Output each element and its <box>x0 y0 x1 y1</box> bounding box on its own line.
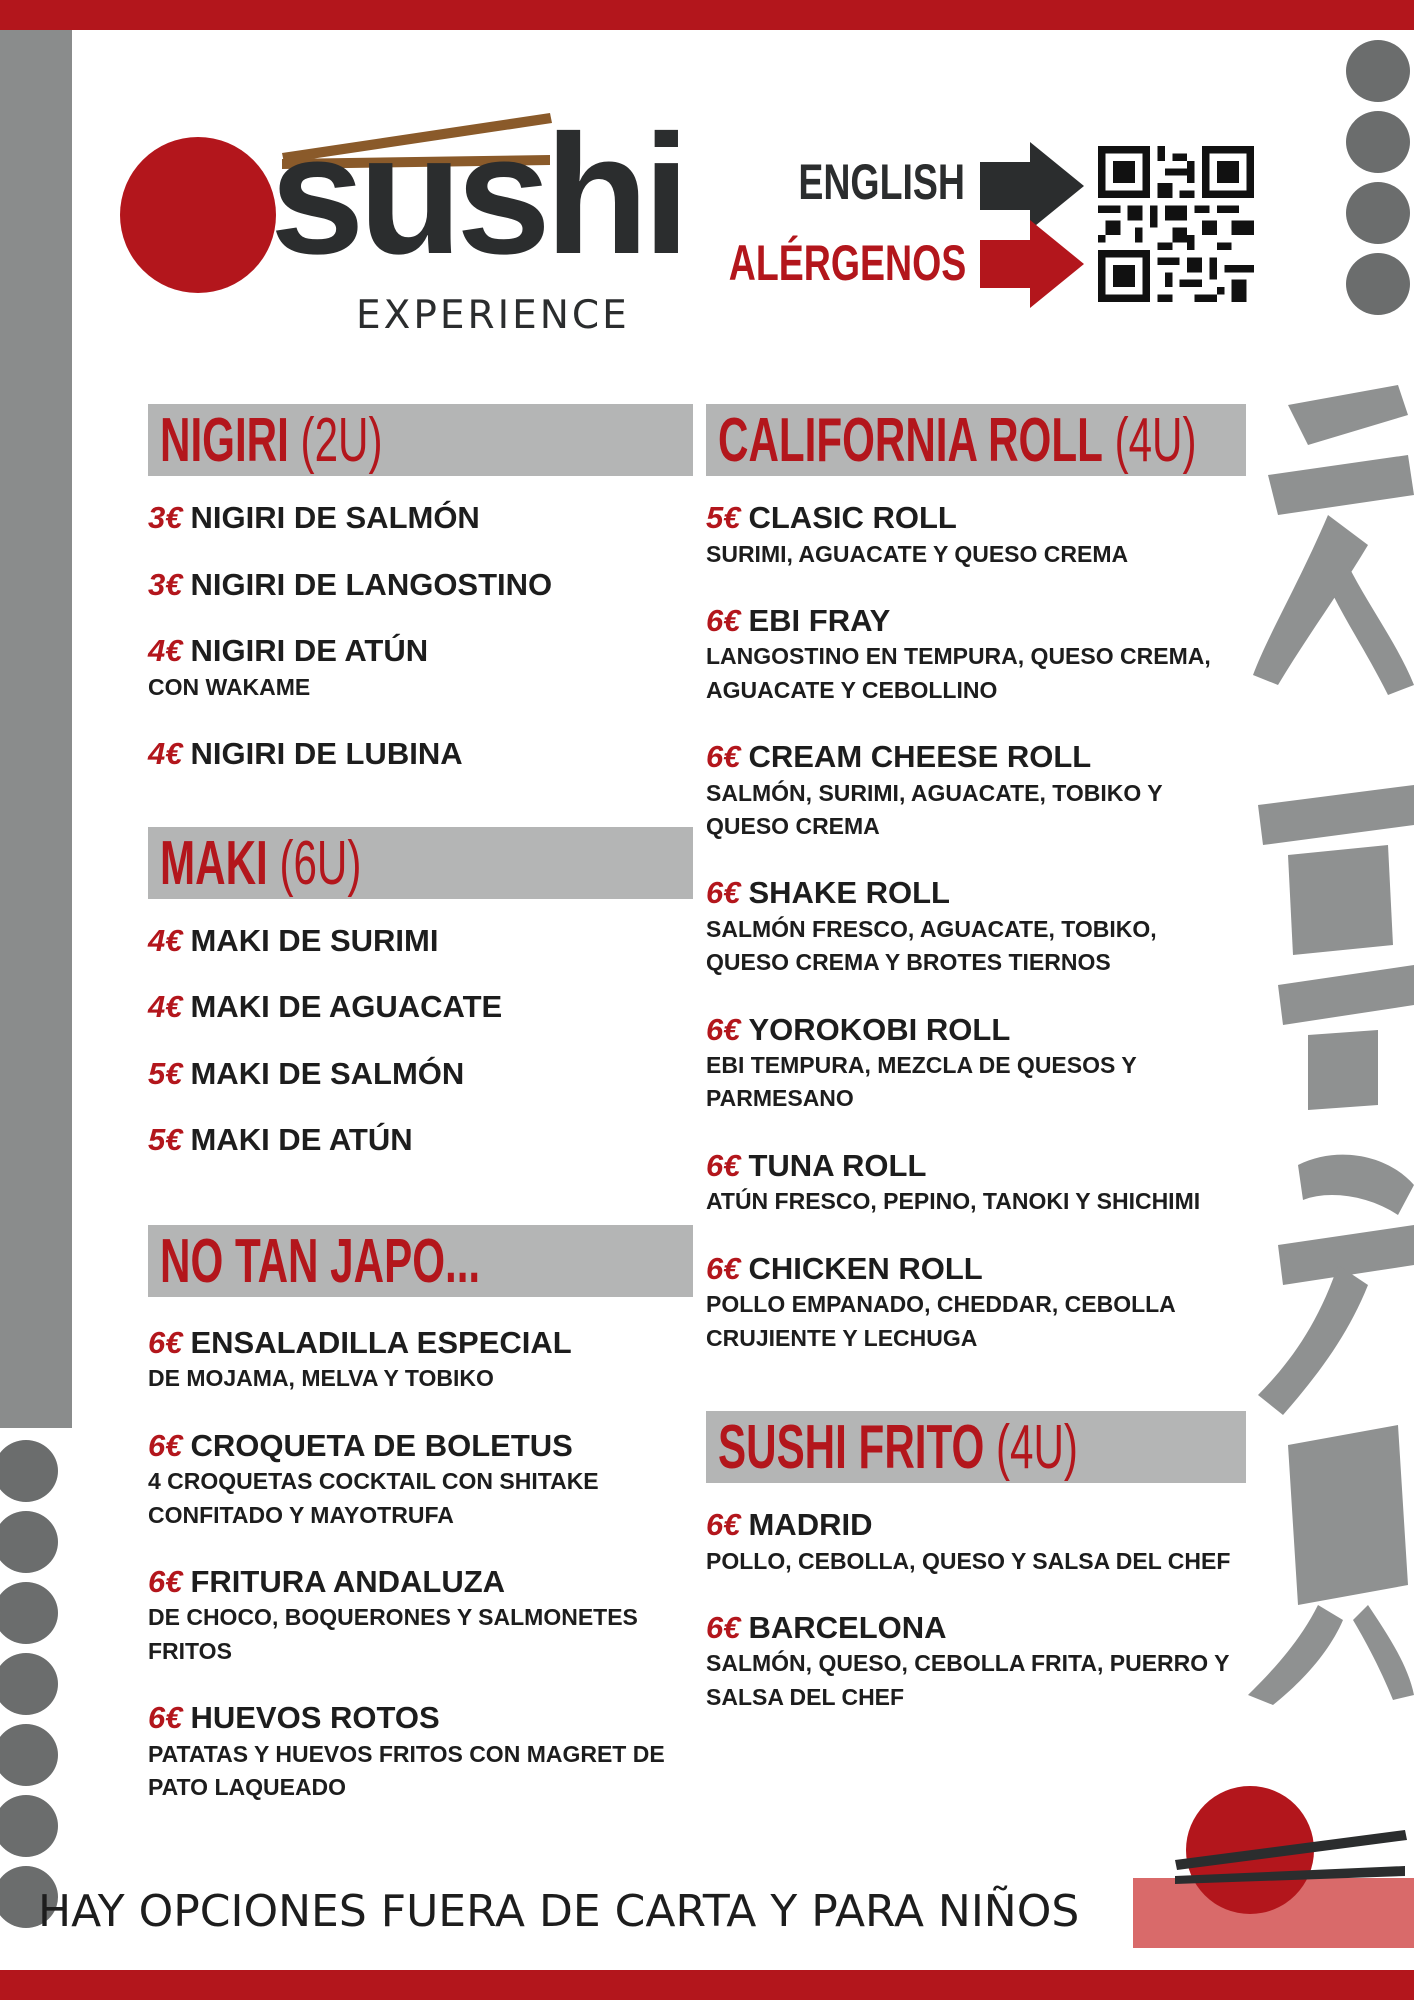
item-price: 6€ <box>148 1563 183 1599</box>
brush-dot <box>0 1795 58 1857</box>
brush-dot <box>1346 40 1410 102</box>
kanji-brush-decoration-icon <box>1248 385 1414 1705</box>
qr-code-icon[interactable] <box>1098 146 1254 302</box>
item-description: EBI TEMPURA, MEZCLA DE QUESOS Y PARMESANO <box>706 1052 1137 1112</box>
menu-item <box>706 741 1246 843</box>
item-price: 6€ <box>148 1700 183 1736</box>
menu-item <box>148 502 693 535</box>
item-price: 6€ <box>706 739 741 775</box>
menu-section-sushi-frito <box>706 1411 1246 1714</box>
arrow-right-icon <box>980 140 1090 310</box>
item-description: SALMÓN, QUESO, CEBOLLA FRITA, PUERRO Y SALSA DEL CHEF <box>706 1650 1230 1710</box>
item-name: NIGIRI DE LUBINA <box>190 735 463 771</box>
item-price: 3€ <box>148 500 183 535</box>
menu-item <box>148 1055 693 1091</box>
item-name: YOROKOBI ROLL <box>748 1011 1011 1047</box>
item-name: ENSALADILLA ESPECIAL <box>190 1324 572 1360</box>
menu-item <box>148 922 693 958</box>
item-name: MAKI DE SURIMI <box>190 922 439 958</box>
left-brush-dots <box>0 1440 72 1937</box>
item-description: DE CHOCO, BOQUERONES Y SALMONETES FRITOS <box>148 1604 638 1664</box>
menu-section-maki <box>148 827 693 1157</box>
brand-subtitle: EXPERIENCE <box>356 293 630 338</box>
english-link[interactable]: ENGLISH <box>798 154 965 210</box>
menu-item <box>706 1147 1246 1219</box>
item-name: HUEVOS ROTOS <box>190 1700 440 1736</box>
item-name: CHICKEN ROLL <box>748 1250 983 1286</box>
menu-item <box>148 1324 693 1396</box>
item-description: LANGOSTINO EN TEMPURA, QUESO CREMA, AGUACATE Y CEBOLLINO <box>706 643 1211 703</box>
menu-item <box>706 1506 1246 1578</box>
brush-dot <box>1346 182 1410 244</box>
item-name: MAKI DE ATÚN <box>190 1122 413 1158</box>
menu-left-column <box>148 404 693 1838</box>
item-name: FRITURA ANDALUZA <box>190 1563 506 1599</box>
section-header <box>706 404 1246 476</box>
item-price: 3€ <box>148 566 183 602</box>
item-price: 6€ <box>706 1147 741 1183</box>
item-description: SALMÓN, SURIMI, AGUACATE, TOBIKO Y QUESO CREMA <box>706 779 1163 840</box>
item-price: 4€ <box>148 922 183 958</box>
menu-item <box>148 991 693 1024</box>
menu-section-no-tan-japo <box>148 1225 693 1805</box>
footer-note: HAY OPCIONES FUERA DE CARTA Y PARA NIÑOS <box>38 1886 1080 1937</box>
left-gray-band <box>0 30 72 1428</box>
brush-dot <box>0 1511 58 1573</box>
menu-right-column <box>706 404 1246 1748</box>
item-price: 4€ <box>148 989 183 1025</box>
menu-item <box>706 1011 1246 1116</box>
right-brush-dots <box>1342 40 1414 324</box>
menu-item <box>148 635 693 704</box>
brush-dot <box>1346 253 1410 315</box>
menu-item <box>706 877 1246 979</box>
section-header <box>148 827 693 899</box>
menu-item <box>706 1609 1246 1714</box>
section-header <box>148 1225 693 1297</box>
item-price: 5€ <box>148 1055 183 1091</box>
item-description: PATATAS Y HUEVOS FRITOS CON MAGRET DE PATO LAQUEADO <box>148 1740 665 1800</box>
allergens-link[interactable]: ALÉRGENOS <box>728 235 967 291</box>
item-name: CLASIC ROLL <box>748 500 957 535</box>
section-title: NIGIRI (2U) <box>160 406 383 475</box>
item-name: MAKI DE SALMÓN <box>190 1055 465 1091</box>
menu-item <box>706 502 1246 571</box>
brush-dot <box>0 1724 58 1786</box>
bottom-red-band <box>0 1970 1414 2000</box>
menu-item <box>706 1250 1246 1355</box>
menu-item <box>148 1563 693 1668</box>
section-title: SUSHI FRITO (4U) <box>718 1412 1078 1482</box>
item-name: NIGIRI DE SALMÓN <box>190 500 480 535</box>
brand-logo-text: sushi <box>270 100 685 290</box>
item-name: TUNA ROLL <box>748 1147 927 1183</box>
item-description: POLLO, CEBOLLA, QUESO Y SALSA DEL CHEF <box>706 1547 1231 1574</box>
menu-item <box>148 1702 693 1804</box>
section-header <box>706 1411 1246 1483</box>
menu-item <box>148 566 693 602</box>
item-description: SURIMI, AGUACATE Y QUESO CREMA <box>706 540 1129 567</box>
item-name: MAKI DE AGUACATE <box>190 989 503 1025</box>
item-name: BARCELONA <box>748 1609 947 1645</box>
item-price: 4€ <box>148 633 183 669</box>
section-header <box>148 404 693 476</box>
item-price: 6€ <box>148 1324 183 1360</box>
top-red-band <box>0 0 1414 30</box>
menu-item <box>148 1124 693 1157</box>
item-price: 6€ <box>706 602 741 638</box>
item-price: 6€ <box>706 1011 741 1047</box>
item-description: DE MOJAMA, MELVA Y TOBIKO <box>148 1365 494 1392</box>
menu-item <box>148 735 693 771</box>
item-price: 5€ <box>148 1122 183 1158</box>
section-title: NO TAN JAPO... <box>160 1226 481 1296</box>
brush-dot <box>0 1653 58 1715</box>
brush-dot <box>0 1582 58 1644</box>
menu-item <box>706 602 1246 707</box>
item-name: CREAM CHEESE ROLL <box>748 739 1092 775</box>
menu-section-nigiri <box>148 404 693 771</box>
item-description: 4 CROQUETAS COCKTAIL CON SHITAKE CONFITADO Y MAYOTRUFA <box>148 1468 599 1528</box>
item-description: SALMÓN FRESCO, AGUACATE, TOBIKO, QUESO CREMA Y BROTES TIERNOS <box>706 915 1157 976</box>
item-price: 5€ <box>706 500 741 535</box>
section-title: MAKI (6U) <box>160 828 362 898</box>
item-name: SHAKE ROLL <box>748 875 950 911</box>
item-price: 6€ <box>148 1427 183 1463</box>
item-name: CROQUETA DE BOLETUS <box>190 1427 573 1463</box>
item-price: 6€ <box>706 1609 741 1645</box>
section-title: CALIFORNIA ROLL (4U) <box>718 406 1197 475</box>
brush-dot <box>0 1440 58 1502</box>
item-description: ATÚN FRESCO, PEPINO, TANOKI Y SHICHIMI <box>706 1188 1201 1215</box>
item-name: MADRID <box>748 1506 873 1542</box>
item-price: 6€ <box>706 1506 741 1542</box>
item-description: POLLO EMPANADO, CHEDDAR, CEBOLLA CRUJIENTE Y LECHUGA <box>706 1291 1175 1351</box>
item-price: 6€ <box>706 1250 741 1286</box>
item-description: CON WAKAME <box>148 673 311 700</box>
menu-section-california-roll <box>706 404 1246 1355</box>
red-sun-chopsticks-icon <box>1165 1780 1414 1950</box>
menu-item <box>148 1427 693 1532</box>
brush-dot <box>1346 111 1410 173</box>
item-name: EBI FRAY <box>748 602 891 638</box>
item-price: 6€ <box>706 875 741 911</box>
item-price: 4€ <box>148 735 183 771</box>
item-name: NIGIRI DE LANGOSTINO <box>190 566 553 602</box>
item-name: NIGIRI DE ATÚN <box>190 633 429 669</box>
